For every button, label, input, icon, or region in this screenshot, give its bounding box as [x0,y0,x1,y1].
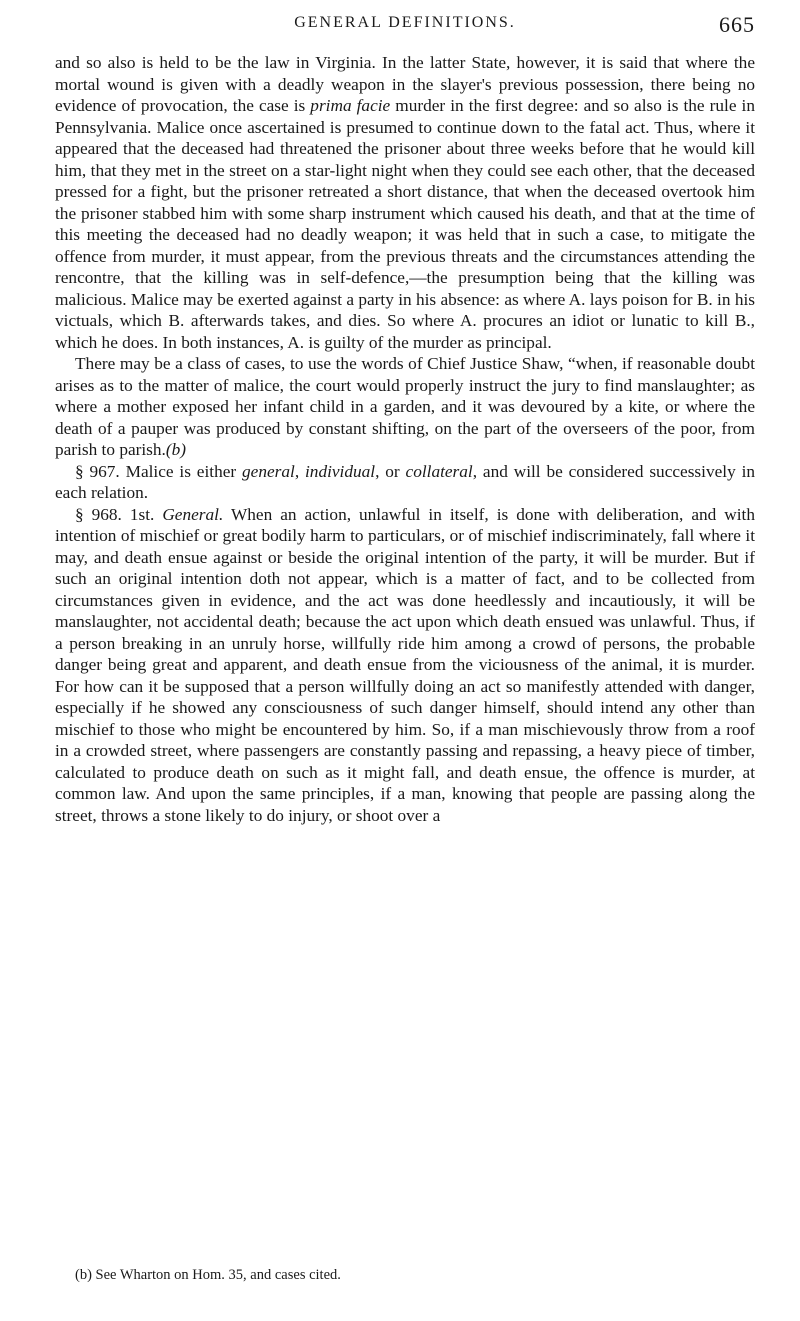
section-967: § 967. Malice is either general, individual, or collateral, and will be considered successively in each relation. [55,461,756,502]
running-head: GENERAL DEFINITIONS. [294,14,516,31]
paragraph-2: There may be a class of cases, to use the words of Chief Justice Shaw, “when, if reasonable doubt arises as to the matter of malice, the court would properly instruct the jury to find manslaughter; as where a mother exposed her infant child in a garden, and it was devoured by a kite, or where the death of a pauper was produced by constant shifting, on the part of the overseers of the poor, from parish to parish.(b) [55,354,755,459]
page-header [55,14,755,40]
footnote-reference: (b) [165,440,187,459]
section-968: § 968. 1st. General. When an action, unlawful in itself, is done with deliberation, and with intention of mischief or great bodily harm to particulars, or of mischief indiscriminately, fall where it may, and death ensue against or beside the original intention of the party, it will be murder. But if such an original intention doth not appear, which is a matter of fact, and to be collected from circumstances given in evidence, and the act was done heedlessly and incautiously, it will be manslaughter, not accidental death; because the act upon which death ensued was unlawful. Thus, if a person breaking in an unruly horse, willfully ride him among a crowd of persons, the probable danger being great and apparent, and death ensue from the viciousness of the animal, it is murder. For how can it be supposed that a person willfully doing an act so manifestly attended with danger, especially if he showed any consciousness of such danger himself, should intend any other than mischief to those who might be encountered by him. So, if a man mischievously throw from a roof in a crowded street, where passengers are constantly passing and repassing, a heavy piece of timber, calculated to produce death on such as it might fall, and death ensue, the offence is murder, at common law. And upon the same principles, if a man, knowing that people are passing along the street, throws a stone likely to do injury, or shoot over a [55,504,755,825]
page-number: 665 [719,12,755,37]
footnote: (b) See Wharton on Hom. 35, and cases cited. [75,1267,341,1283]
paragraph-1: and so also is held to be the law in Virginia. In the latter State, however, it is said that where the mortal wound is given with a deadly weapon in the slayer's previous possession, there being no evidence of provocation, the case is prima facie murder in the first degree: and so also is the rule in Pennsylvania. Malice once ascertained is presumed to continue down to the fatal act. Thus, where it appeared that the deceased had threatened the prisoner about three weeks before that he would kill him, that they met in the street on a star-light night when they could see each other, that the deceased pressed for a fight, but the prisoner retreated a short distance, that when the deceased overtook him the prisoner stabbed him with some sharp instrument which caused his death, and that at the time of this meeting the deceased had no deadly weapon; it was held that in such a case, to mitigate the offence from murder, it must appear, from the previous threats and the circumstances attending the rencontre, that the killing was in self-defence,—the presumption being that the killing was malicious. Malice may be exerted against a party in his absence: as where A. lays poison for B. in his victuals, which B. afterwards takes, and dies. So where A. procures an idiot or lunatic to kill B., which he does. In both instances, A. is guilty of the murder as principal. [55,53,755,352]
body-text [55,52,755,826]
